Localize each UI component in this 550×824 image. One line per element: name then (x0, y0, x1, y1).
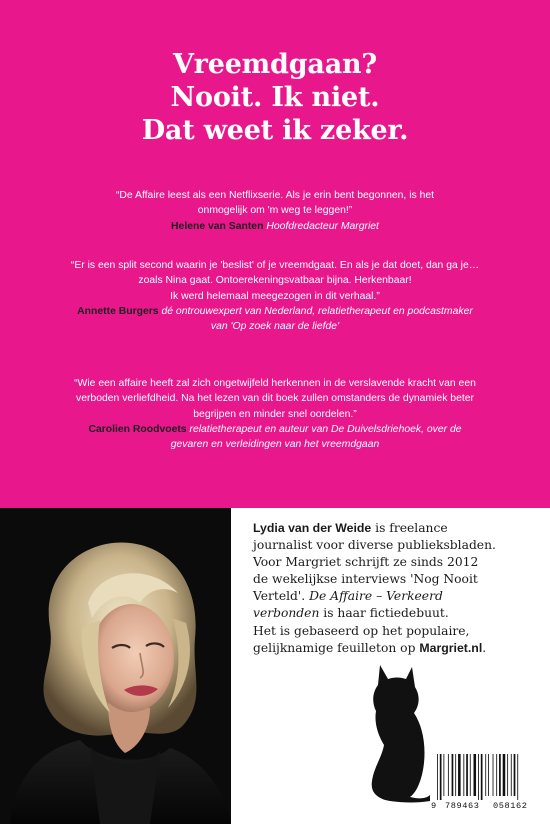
headline (0, 48, 550, 147)
quote-2-line-2: zoals Nina gaat. Ontoerekeningsvatbaar bijna. Herkenbaar! (138, 275, 412, 287)
barcode-bar (443, 754, 444, 796)
barcode-bar (496, 754, 497, 796)
bio-line-4: de wekelijkse interviews 'Nog Nooit (253, 572, 478, 587)
bio-line-8-end: . (482, 640, 487, 655)
bio-line-6-rest: is haar fictiedebuut. (319, 606, 449, 621)
barcode-bar (478, 754, 479, 800)
barcode-bar (485, 754, 486, 796)
bio-line-3: Voor Margriet schrijft ze sinds 2012 (253, 555, 479, 570)
isbn-group-1: 789463 (445, 801, 480, 811)
bio-line-8 (253, 640, 545, 657)
quote-2-line-1: “Er is een split second waarin je 'beslist' of je vreemdgaat. En als je dat doet, dan ga je… (70, 260, 480, 271)
quote-3-line-3: begrijpen en minder snel oordelen.” (193, 408, 357, 420)
website-link[interactable]: Margriet.nl (419, 640, 483, 655)
barcode-bar (466, 754, 468, 796)
author-name: Lydia van der Weide (253, 521, 372, 535)
book-title-part-2: verbonden (253, 606, 320, 621)
barcode-bar (470, 754, 471, 796)
bio-line-2: journalist voor diverse publieksbladen. (253, 538, 496, 553)
barcode-bar (481, 754, 483, 800)
barcode-bar (499, 754, 501, 796)
barcode-bar (437, 754, 438, 800)
quote-1-line-2: onmogelijk om 'm weg te leggen!” (197, 205, 353, 217)
isbn-barcode (431, 752, 541, 814)
barcode-bar (448, 754, 449, 796)
barcode-bar (455, 754, 456, 796)
quote-2-role-1: dé ontrouwexpert van Nederland, relatietherapeut en podcastmaker (161, 305, 473, 317)
isbn-lead-digit: 9 (431, 801, 437, 811)
quote-1-attribution (60, 219, 490, 234)
bio-line-5 (253, 588, 545, 605)
author-portrait-illustration (0, 508, 231, 824)
quote-3-role-2: gevaren en verleidingen van het vreemdgaan (170, 439, 380, 451)
quote-2-attribution (60, 304, 490, 319)
quote-3-line-1: “Wie een affaire heeft zal zich ongetwijfeld herkennen in de verslavende kracht van een (74, 378, 476, 389)
quote-1-role: Hoofdredacteur Margriet (266, 220, 379, 232)
book-title-part-1: De Affaire – Verkeerd (309, 589, 443, 604)
barcode-bar (458, 754, 461, 796)
bio-line-8-start: gelijknamige feuilleton op (253, 640, 420, 655)
quote-1-name: Helene van Santen (171, 220, 264, 232)
bio-line-5-start: Verteld'. (253, 589, 310, 604)
barcode-bars (437, 754, 537, 800)
bio-line-1 (253, 520, 545, 537)
barcode-bar (514, 754, 516, 796)
quote-2 (60, 258, 490, 334)
quote-1 (60, 188, 490, 234)
quote-3-name: Carolien Roodvoets (88, 423, 187, 435)
headline-line-1: Vreemdgaan? (172, 49, 378, 80)
barcode-bar (517, 754, 518, 800)
barcode-bar (503, 754, 506, 796)
quote-3-role-1: relatietherapeut en auteur van De Duivelsdriehoek, over de (189, 423, 462, 435)
quote-3 (60, 376, 490, 452)
isbn-group-2: 058162 (493, 801, 528, 811)
barcode-bar (507, 754, 508, 796)
quote-3-line-2: verboden verliefdheid. Na het lezen van dit boek zullen omstanders de dynamiek beter (76, 393, 474, 405)
quote-3-attribution (60, 422, 490, 437)
barcode-bar (493, 754, 494, 796)
author-photo (0, 508, 231, 824)
barcode-bar (474, 754, 477, 796)
headline-line-3: Dat weet ik zeker. (141, 115, 409, 146)
quote-2-role-2: van 'Op zoek naar de liefde' (210, 321, 340, 333)
barcode-bar (463, 754, 464, 796)
barcode-bar (488, 754, 489, 796)
bio-line-6 (253, 605, 545, 622)
quote-1-line-1: “De Affaire leest als een Netflixserie. Als je erin bent begonnen, is het (115, 190, 435, 201)
cat-silhouette-icon (360, 663, 432, 803)
quote-2-line-3: Ik werd helemaal meegezogen in dit verhaal.” (170, 290, 380, 302)
quote-2-name: Annette Burgers (77, 305, 159, 317)
headline-line-2: Nooit. Ik niet. (170, 82, 380, 113)
bio-line-7: Het is gebaseerd op het populaire, (253, 623, 470, 638)
barcode-bar (511, 754, 512, 796)
author-bio (253, 520, 545, 657)
bio-line-1-rest: is freelance (371, 521, 448, 535)
barcode-bar (452, 754, 454, 796)
barcode-bar (440, 754, 442, 800)
